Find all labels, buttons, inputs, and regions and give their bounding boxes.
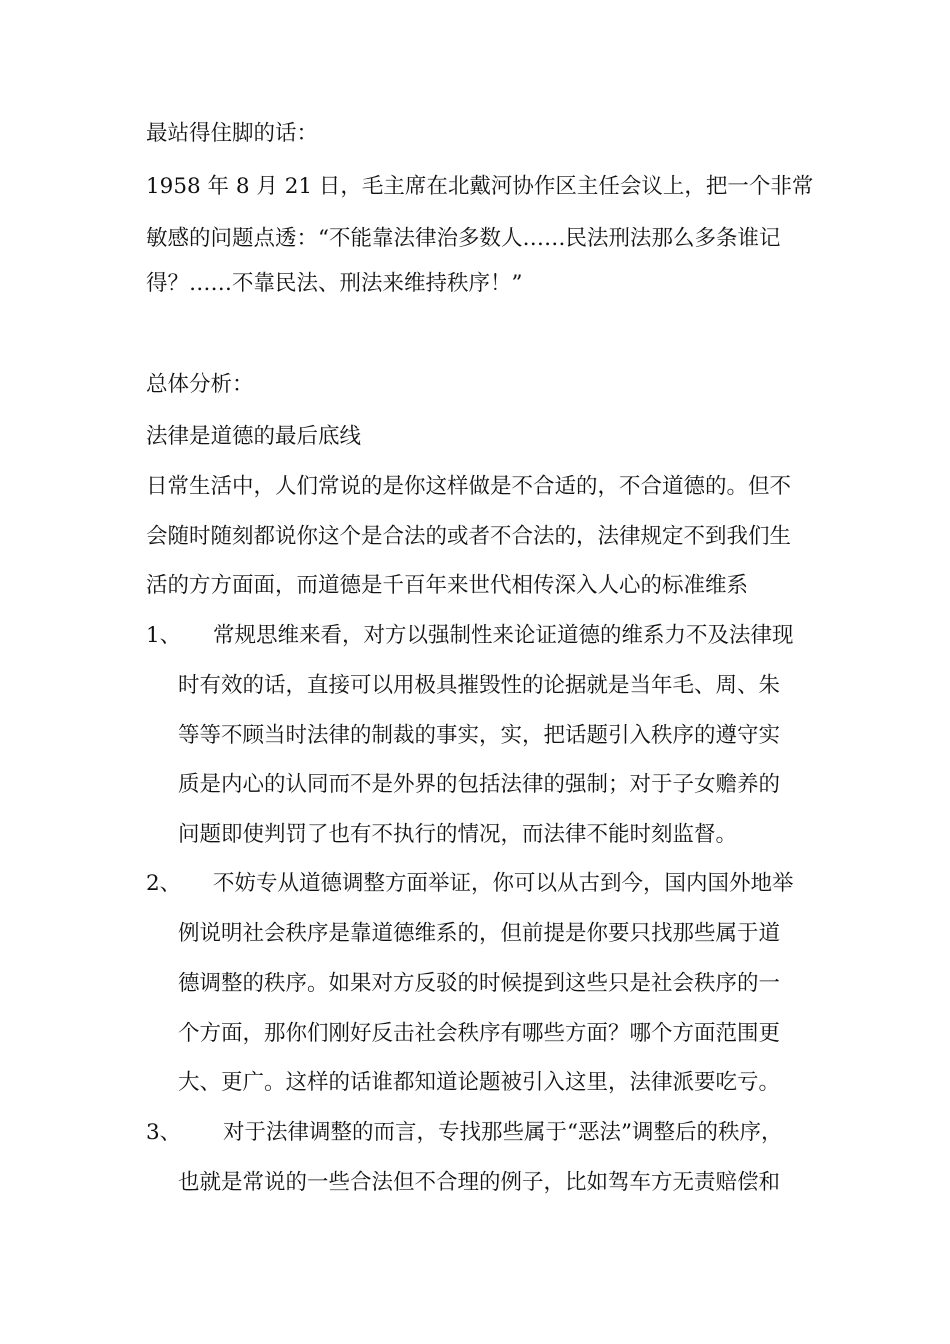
point-1-line-3: 等等不顾当时法律的制裁的事实，实，把话题引入秩序的遵守实 <box>178 723 781 748</box>
point-2-first-line: 不妨专从道德调整方面举证，你可以从古到今，国内国外地举 <box>213 871 794 896</box>
quote-heading: 最站得住脚的话： <box>146 121 319 146</box>
point-2-line-3: 德调整的秩序。如果对方反驳的时候提到这些只是社会秩序的一 <box>178 971 781 996</box>
point-1-line-4: 质是内心的认同而不是外界的包括法律的强制；对于子女赡养的 <box>178 772 781 797</box>
intro-line-1: 日常生活中，人们常说的是你这样做是不合适的，不合道德的。但不 <box>146 474 792 499</box>
point-3-first-line: 对于法律调整的而言，专找那些属于“恶法”调整后的秩序， <box>223 1120 783 1145</box>
intro-line-3: 活的方方面面，而道德是千百年来世代相传深入人心的标准维系 <box>146 573 749 598</box>
quote-line-2: 敏感的问题点透：“不能靠法律治多数人……民法刑法那么多条谁记 <box>146 226 781 251</box>
intro-line-2: 会随时随刻都说你这个是合法的或者不合法的，法律规定不到我们生 <box>146 524 792 549</box>
point-1-first-line: 常规思维来看，对方以强制性来论证道德的维系力不及法律现 <box>213 623 794 648</box>
quote-line-3: 得？……不靠民法、刑法来维持秩序！” <box>146 271 523 296</box>
analysis-heading: 总体分析： <box>146 372 254 397</box>
point-1-line-5: 问题即使判罚了也有不执行的情况，而法律不能时刻监督。 <box>178 822 738 847</box>
point-2-line-2: 例说明社会秩序是靠道德维系的，但前提是你要只找那些属于道 <box>178 921 781 946</box>
analysis-subheading: 法律是道德的最后底线 <box>146 424 362 449</box>
point-3-line-2: 也就是常说的一些合法但不合理的例子，比如驾车方无责赔偿和 <box>178 1170 781 1195</box>
point-2-number: 2、 <box>146 871 182 896</box>
point-1-number: 1、 <box>146 623 182 648</box>
point-2-line-5: 大、更广。这样的话谁都知道论题被引入这里，法律派要吃亏。 <box>178 1070 781 1095</box>
quote-line-1: 1958 年 8 月 21 日，毛主席在北戴河协作区主任会议上，把一个非常 <box>146 174 814 199</box>
point-2-line-4: 个方面，那你们刚好反击社会秩序有哪些方面？哪个方面范围更 <box>178 1021 781 1046</box>
point-3-number: 3、 <box>146 1120 182 1145</box>
point-1-line-2: 时有效的话，直接可以用极具摧毁性的论据就是当年毛、周、朱 <box>178 673 781 698</box>
